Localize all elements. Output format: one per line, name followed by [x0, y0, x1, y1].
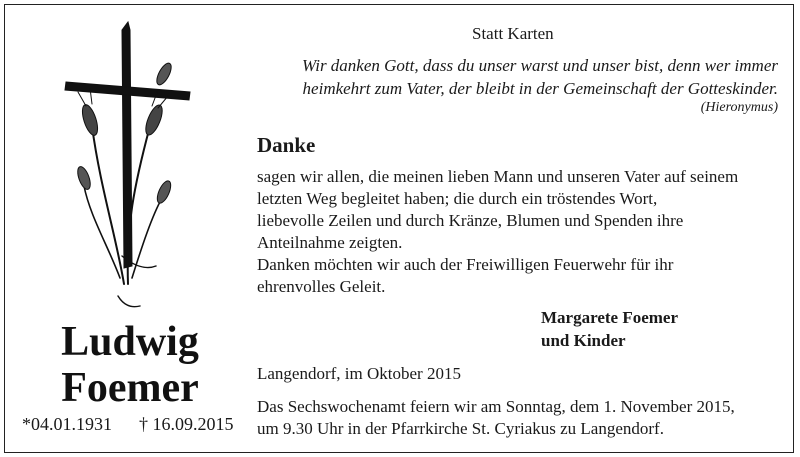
thanks-line: Danken möchten wir auch der Freiwilligen Feuerwehr für ihr — [257, 255, 674, 274]
signature-line: und Kinder — [541, 331, 626, 350]
deceased-first-name: Ludwig — [61, 319, 199, 365]
service-line: um 9.30 Uhr in der Pfarrkirche St. Cyriakus zu Langendorf. — [257, 419, 664, 438]
signature — [541, 306, 678, 352]
quote-block — [258, 54, 778, 100]
quote-line: heimkehrt zum Vater, der bleibt in der Gemeinschaft der Gotteskinder. — [302, 79, 778, 98]
service-line: Das Sechswochenamt feiern wir am Sonntag, dem 1. November 2015, — [257, 397, 735, 416]
statt-karten-heading: Statt Karten — [472, 24, 554, 43]
thanks-line: letzten Weg begleitet haben; die durch ein tröstendes Wort, — [257, 189, 658, 208]
birth-date: *04.01.1931 — [22, 414, 112, 434]
quote-source: (Hieronymus) — [700, 100, 778, 115]
thanks-line: liebevolle Zeilen und durch Kränze, Blumen und Spenden ihre — [257, 211, 684, 230]
cross-with-wheat-icon — [60, 16, 200, 316]
thanks-line: sagen wir allen, die meinen lieben Mann und unseren Vater auf seinem — [257, 167, 739, 186]
thanks-line: Anteilnahme zeigten. — [257, 233, 403, 252]
quote-line: Wir danken Gott, dass du unser warst und unser bist, denn wer immer — [302, 56, 778, 75]
place-date: Langendorf, im Oktober 2015 — [257, 364, 461, 383]
service-info — [257, 396, 735, 440]
thanks-line: ehrenvolles Geleit. — [257, 277, 386, 296]
thanks-text — [257, 166, 738, 298]
deceased-last-name: Foemer — [61, 365, 199, 411]
thanks-heading: Danke — [257, 133, 316, 157]
death-date: † 16.09.2015 — [139, 414, 234, 434]
signature-line: Margarete Foemer — [541, 308, 679, 327]
